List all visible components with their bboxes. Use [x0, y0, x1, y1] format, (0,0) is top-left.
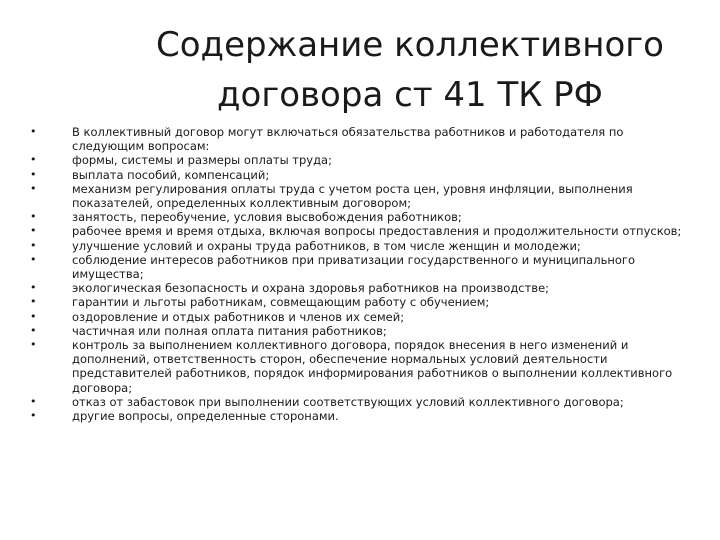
list-item: [30, 153, 690, 167]
list-item-text: механизм регулирования оплаты труда с учетом роста цен, уровня инфляции, выполнения показателей, определенных коллективным договором;: [72, 181, 633, 211]
list-item: [30, 224, 690, 238]
list-item-text: рабочее время и время отдыха, включая вопросы предоставления и продолжительности отпусков;: [72, 224, 682, 239]
bullet-icon: •: [30, 323, 37, 337]
list-item-text: другие вопросы, определенные сторонами.: [72, 409, 339, 424]
bullet-icon: •: [30, 224, 37, 238]
list-item: [30, 253, 690, 281]
list-item: [30, 295, 690, 309]
list-item-text: гарантии и льготы работникам, совмещающим работу с обучением;: [72, 295, 490, 310]
bullet-icon: •: [30, 338, 37, 352]
list-item-text: формы, системы и размеры оплаты труда;: [72, 153, 332, 168]
list-item-text: экологическая безопасность и охрана здоровья работников на производстве;: [72, 281, 550, 296]
list-item-text: оздоровление и отдых работников и членов их семей;: [72, 309, 405, 324]
bullet-icon: •: [30, 238, 37, 252]
page-title: [110, 20, 710, 120]
bullet-icon: •: [30, 281, 37, 295]
list-item: [30, 409, 690, 423]
list-item-text: частичная или полная оплата питания работников;: [72, 323, 387, 338]
list-item-text: улучшение условий и охраны труда работников, в том числе женщин и молодежи;: [72, 238, 581, 253]
title-line-1: Содержание коллективного: [156, 25, 664, 65]
bullet-icon: •: [30, 309, 37, 323]
title-line-2: договора ст 41 ТК РФ: [217, 75, 603, 115]
bullet-list: [30, 125, 690, 423]
list-item: [30, 168, 690, 182]
bullet-icon: •: [30, 181, 37, 195]
list-item: [30, 239, 690, 253]
bullet-icon: •: [30, 409, 37, 423]
bullet-icon: •: [30, 167, 37, 181]
list-item-text: контроль за выполнением коллективного договора, порядок внесения в него изменений и дополнений, ответственность сторон, обеспечение нормальных условий деятельности представителей работников, порядок информирования работников о выполнении коллективного договора;: [72, 338, 673, 395]
list-item-text: отказ от забастовок при выполнении соответствующих условий коллективного договора;: [72, 394, 624, 409]
list-item-text: выплата пособий, компенсаций;: [72, 167, 270, 182]
list-item-text: В коллективный договор могут включаться обязательства работников и работодателя по следующим вопросам:: [72, 125, 624, 154]
list-item: [30, 182, 690, 210]
bullet-icon: •: [30, 394, 37, 408]
bullet-icon: •: [30, 153, 37, 167]
list-item: [30, 281, 690, 295]
list-item: [30, 338, 690, 395]
bullet-icon: •: [30, 210, 37, 224]
list-item: [30, 310, 690, 324]
list-item: [30, 125, 690, 153]
list-item: [30, 210, 690, 224]
list-item-text: соблюдение интересов работников при приватизации государственного и муниципального имущества;: [72, 252, 635, 282]
list-item: [30, 324, 690, 338]
list-item: [30, 395, 690, 409]
bullet-icon: •: [30, 252, 37, 266]
bullet-icon: •: [30, 125, 37, 138]
list-item-text: занятость, переобучение, условия высвобождения работников;: [72, 210, 462, 225]
bullet-icon: •: [30, 295, 37, 309]
